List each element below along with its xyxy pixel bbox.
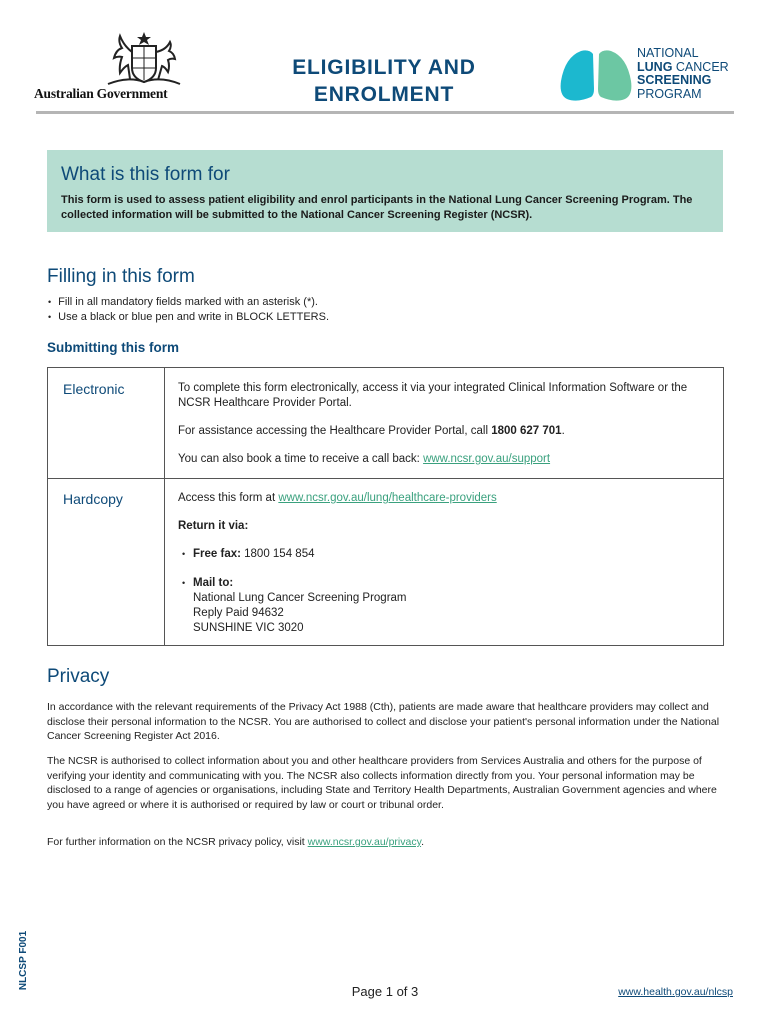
footer-website-link[interactable]: www.health.gov.au/nlcsp bbox=[618, 986, 733, 998]
mail-address-line: SUNSHINE VIC 3020 bbox=[193, 622, 304, 634]
submission-methods-table bbox=[47, 367, 724, 646]
electronic-assistance: For assistance accessing the Healthcare Provider Portal, call 1800 627 701. bbox=[178, 425, 565, 437]
page-number: Page 1 of 3 bbox=[351, 984, 419, 999]
electronic-label: Electronic bbox=[63, 381, 125, 397]
program-logo-line1: NATIONAL bbox=[637, 46, 699, 60]
form-title bbox=[260, 54, 508, 108]
form-title-line2: ENROLMENT bbox=[313, 83, 455, 106]
program-logo-line2: LUNG CANCER bbox=[637, 59, 729, 74]
privacy-policy-note: For further information on the NCSR privacy policy, visit www.ncsr.gov.au/privacy. bbox=[47, 836, 424, 848]
privacy-heading: Privacy bbox=[47, 666, 110, 687]
header-divider bbox=[36, 111, 734, 114]
list-item: • Fill in all mandatory fields marked with an asterisk (*). bbox=[48, 295, 708, 310]
program-logo-line4: PROGRAM bbox=[637, 86, 702, 101]
form-title-line1: ELIGIBILITY AND bbox=[292, 56, 476, 79]
table-row-divider bbox=[48, 478, 723, 479]
hardcopy-access: Access this form at www.ncsr.gov.au/lung/healthcare-providers bbox=[178, 492, 497, 504]
filling-heading: Filling in this form bbox=[47, 266, 195, 287]
healthcare-providers-link[interactable]: www.ncsr.gov.au/lung/healthcare-providers bbox=[278, 492, 497, 504]
privacy-paragraph: In accordance with the relevant requirements of the Privacy Act 1988 (Cth), patients are made aware that healthcare providers may collect and disclose their personal information to the NCSR. You are authorised to collect and disclose your patient's personal information under the National Cancer Screening Register Act 2016. bbox=[47, 701, 720, 742]
program-logo-text bbox=[637, 47, 729, 101]
privacy-link[interactable]: www.ncsr.gov.au/privacy bbox=[307, 836, 422, 848]
intro-box bbox=[47, 150, 723, 232]
return-label: Return it via: bbox=[178, 520, 249, 532]
fax-item: • Free fax: 1800 154 854 bbox=[182, 548, 315, 560]
intro-heading: What is this form for bbox=[61, 164, 230, 185]
australian-government-logo bbox=[34, 30, 189, 105]
hardcopy-label: Hardcopy bbox=[63, 491, 123, 507]
filling-instructions-list bbox=[48, 295, 708, 325]
government-name: Australian Government bbox=[34, 86, 168, 101]
table-column-divider bbox=[164, 368, 165, 645]
mail-item: • Mail to: National Lung Cancer Screening Program Reply Paid 94632 SUNSHINE VIC 3020 bbox=[182, 577, 407, 634]
form-code: NLCSP F001 bbox=[18, 930, 30, 991]
list-item: • Use a black or blue pen and write in BLOCK LETTERS. bbox=[48, 310, 708, 325]
privacy-paragraph: The NCSR is authorised to collect information about you and other healthcare providers from Services Australia and others for the purpose of verifying your identity and communicating with you. The NCSR also collects information directly from you. Your personal information may be disclosed to a range of agencies or organisations, including State and Territory Health Departments, Australian Government agencies and where you have agreed or where it is authorised or required by law or court or tribunal order. bbox=[47, 755, 717, 811]
support-link[interactable]: www.ncsr.gov.au/support bbox=[423, 453, 551, 465]
program-logo bbox=[560, 46, 745, 104]
coat-of-arms-icon bbox=[102, 30, 186, 88]
mail-address-line: National Lung Cancer Screening Program bbox=[193, 592, 407, 604]
electronic-callback: You can also book a time to receive a call back: www.ncsr.gov.au/support bbox=[178, 453, 551, 465]
submitting-heading: Submitting this form bbox=[47, 340, 179, 355]
electronic-description: To complete this form electronically, access it via your integrated Clinical Information Software or the NCSR Healthcare Provider Portal. bbox=[178, 382, 688, 409]
program-logo-line3: SCREENING bbox=[637, 73, 712, 87]
intro-text: This form is used to assess patient eligibility and enrol participants in the National Lung Cancer Screening Program. The collected information will be submitted to the National Cancer Screening Register (NCSR). bbox=[61, 194, 693, 221]
assistance-phone: 1800 627 701 bbox=[491, 425, 562, 437]
lungs-icon bbox=[560, 49, 632, 101]
mail-address-line: Reply Paid 94632 bbox=[193, 607, 284, 619]
